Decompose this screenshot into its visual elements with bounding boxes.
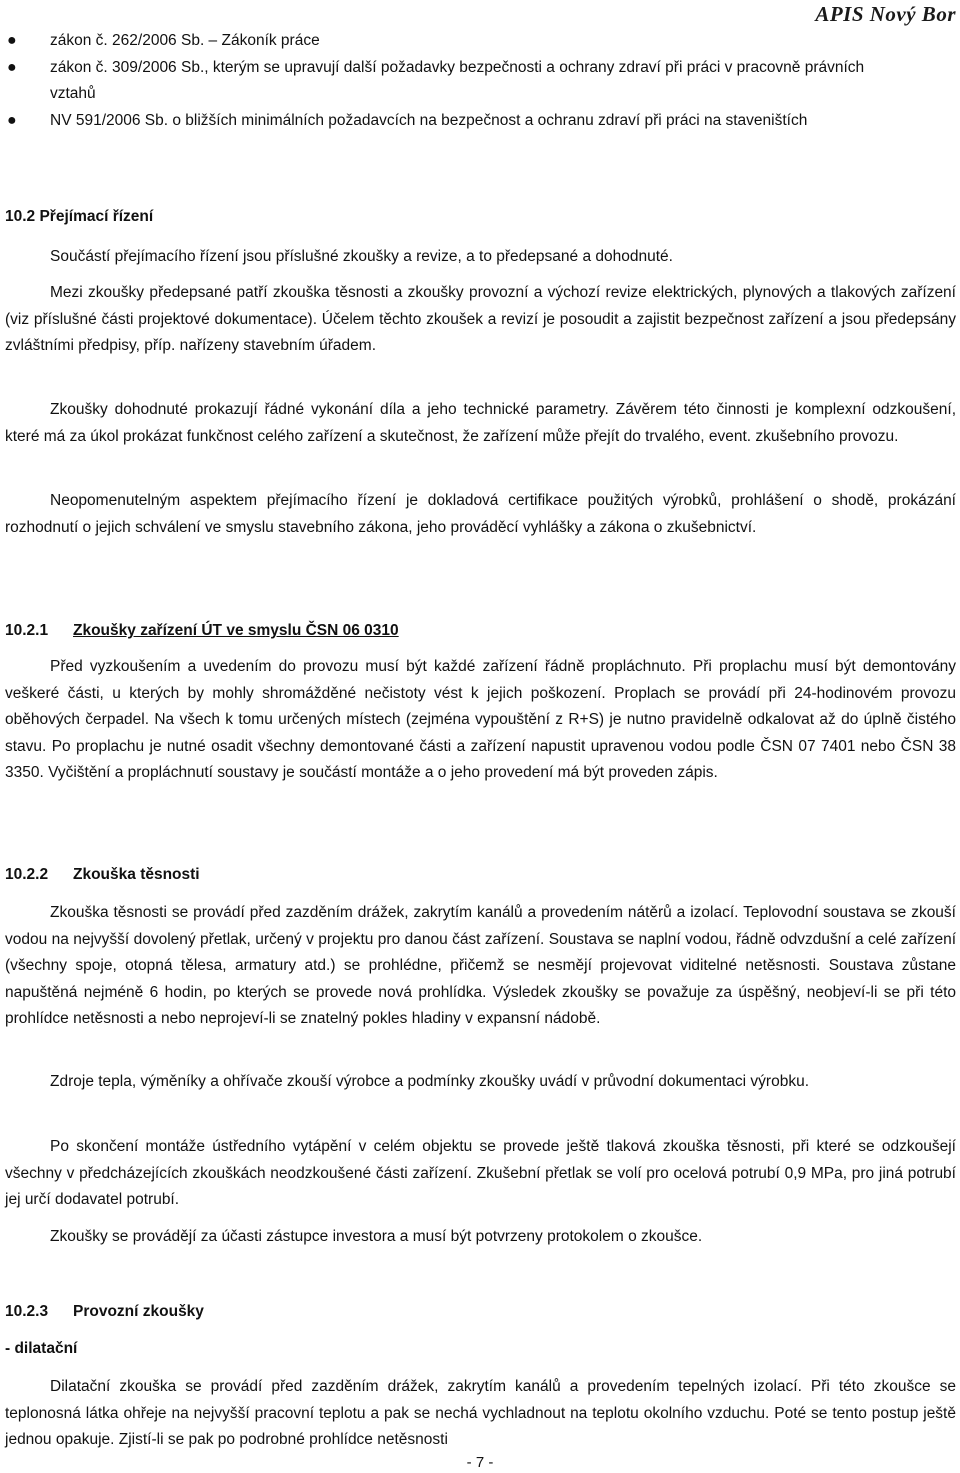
paragraph: Součástí přejímacího řízení jsou příslušné zkoušky a revize, a to předepsané a dohodnuté.	[50, 248, 673, 265]
brand-logo: APIS Nový Bor	[815, 2, 956, 26]
paragraph: Mezi zkoušky předepsané patří zkouška těsnosti a zkoušky provozní a výchozí revize elektrických, plynových a tlakových zařízení (viz příslušné části projektové dokumentace). Účelem těchto zkoušek a revizí je posoudit a zajistit bezpečnost zařízení a jsou předepsány zvláštními předpisy, příp. nařízeny stavebním úřadem.	[5, 284, 956, 355]
paragraph: Zkoušky se provádějí za účasti zástupce investora a musí být potvrzeny protokolem o zkoušce.	[50, 1228, 703, 1245]
legislation-list	[0, 28, 900, 134]
bullet-icon: ●	[7, 111, 17, 129]
paragraph: Zkouška těsnosti se provádí před zazděním drážek, zakrytím kanálů a provedením nátěrů a izolací. Teplovodní soustava se zkouší vodou na nejvyšší dovolený přetlak, určený v projektu pro danou část zařízení. Soustava se naplní vodou, řádně odvzdušní a celé zařízení (všechny spoje, otopná tělesa, armatury atd.) se prohlédne, přičemž se nesmějí projevovat viditelné netěsnosti. Soustava zůstane napuštěná nejméně 6 hodin, po kterých se provede nová prohlídka. Výsledek zkoušky se považuje za úspěšný, neobjeví-li se při této prohlídce netěsnosti a nebo neprojeví-li se znatelný pokles hladiny v expansní nádobě.	[5, 904, 956, 1028]
bullet-icon: ●	[7, 32, 17, 49]
subheading-dilatacni: - dilatační	[5, 1340, 78, 1357]
paragraph: Dilatační zkouška se provádí před zazděním drážek, zakrytím kanálů a provedením tepelných izolací. Při této zkoušce se teplonosná látka ohřeje na nejvyšší pracovní teplotu a pak se nechá vychladnout na teplotu okolního vzduchu. Poté se tento postup ještě jednou opakuje. Zjistí-li se pak po podrobné prohlídce netěsnosti	[5, 1378, 956, 1449]
list-item: ● NV 591/2006 Sb. o bližších minimálních požadavcích na bezpečnost a ochranu zdraví při práci na staveništích	[0, 108, 900, 135]
paragraph: Zkoušky dohodnuté prokazují řádné vykonání díla a jeho technické parametry. Závěrem této činnosti je komplexní odzkoušení, které má za úkol prokázat funkčnost celého zařízení a skutečnost, že zařízení může přejít do trvalého, event. zkušebního provozu.	[5, 401, 956, 445]
paragraph: Po skončení montáže ústředního vytápění v celém objektu se provede ještě tlaková zkouška těsnosti, při které se odzkoušejí všechny v předcházejících zkouškách neodzkoušené části zařízení. Zkušební přetlak se volí pro ocelová potrubí 0,9 MPa, pro jiná potrubí jej určí dodavatel potrubí.	[5, 1138, 956, 1209]
page-number: - 7 -	[466, 1454, 494, 1471]
paragraph: Zdroje tepla, výměníky a ohřívače zkouší výrobce a podmínky zkoušky uvádí v průvodní dokumentaci výrobku.	[50, 1073, 810, 1090]
bullet-icon: ●	[7, 58, 17, 76]
paragraph: Před vyzkoušením a uvedením do provozu musí být každé zařízení řádně propláchnuto. Při proplachu musí být demontovány veškeré části, u kterých by mohly shromážděné nečistoty vést k jejich poškození. Proplach se provádí při 24-hodinovém provozu oběhových čerpadel. Na všech k tomu určených místech (zejména vypouštění z R+S) je nutno pravidelně odkalovat až do úplně čistého stavu. Po proplachu je nutné osadit všechny demontované části a zařízení napustit upravenou vodou podle ČSN 07 7401 nebo ČSN 38 3350. Vyčištění a propláchnutí soustavy je součástí montáže a o jeho provedení má být proveden zápis.	[5, 658, 956, 782]
paragraph: Neopomenutelným aspektem přejímacího řízení je dokladová certifikace použitých výrobků, prohlášení o shodě, prokázání rozhodnutí o jejich schválení ve smyslu stavebního zákona, jeho prováděcí vyhlášky a zákona o zkušebnictví.	[5, 492, 956, 536]
list-item: ● zákon č. 262/2006 Sb. – Zákoník práce	[0, 28, 900, 55]
list-item: ● zákon č. 309/2006 Sb., kterým se upravují další požadavky bezpečnosti a ochrany zdraví při práci v pracovně právních vztahů	[0, 55, 900, 108]
section-heading-10-2-1: 10.2.1 Zkoušky zařízení ÚT ve smyslu ČSN 06 0310	[5, 622, 399, 639]
section-heading-10-2: 10.2 Přejímací řízení	[5, 208, 154, 225]
section-heading-10-2-3: 10.2.3 Provozní zkoušky	[5, 1303, 204, 1320]
section-heading-10-2-2: 10.2.2 Zkouška těsnosti	[5, 866, 200, 883]
